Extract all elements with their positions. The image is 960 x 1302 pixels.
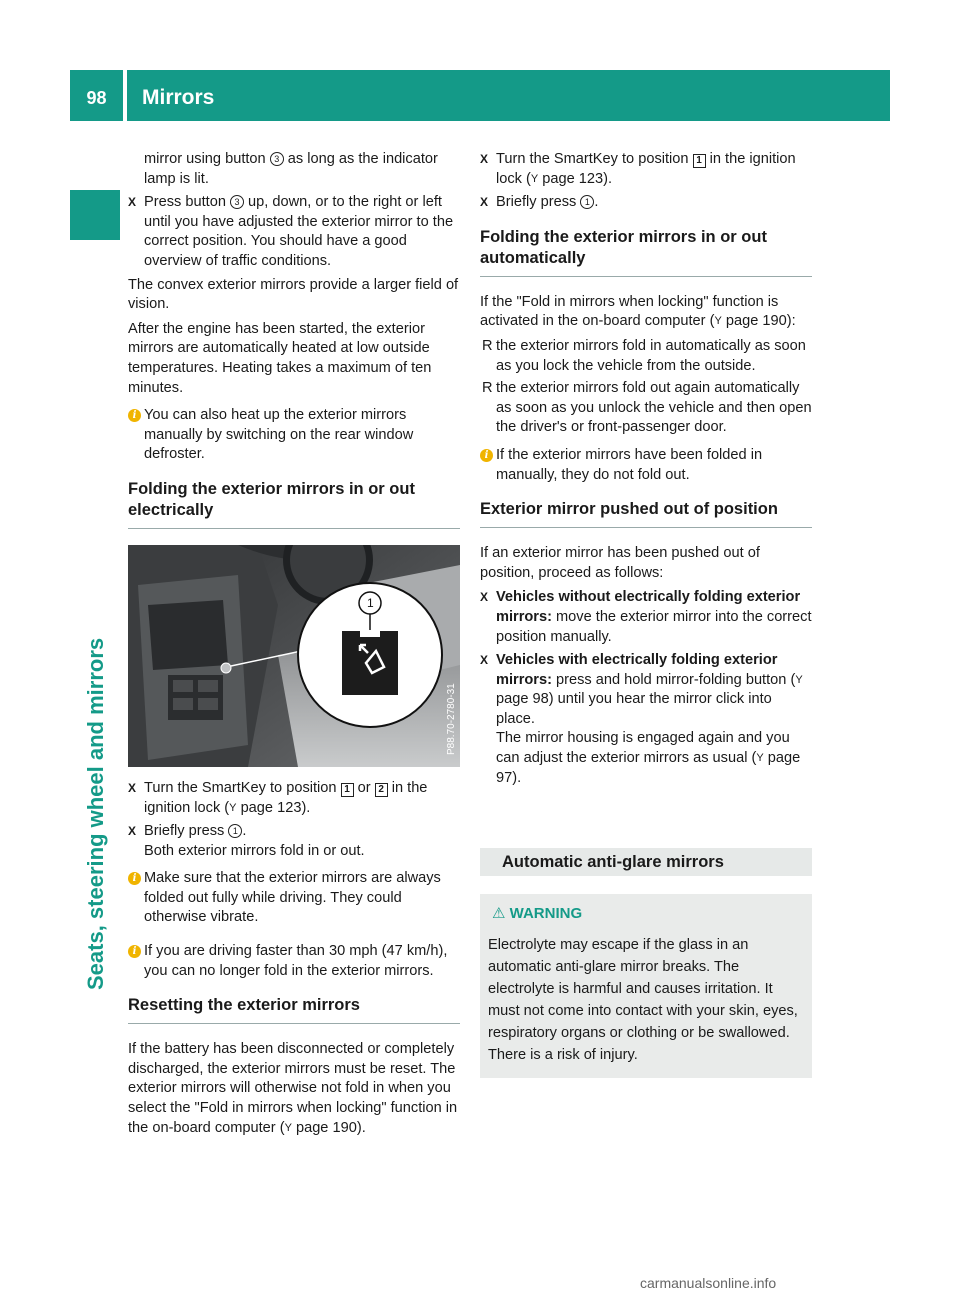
page-number: 98: [86, 88, 107, 108]
step-arrow-icon: X: [480, 195, 489, 210]
page-ref-icon: Y: [530, 172, 539, 185]
button-1-marker: 1: [228, 824, 242, 838]
step-arrow-icon: X: [480, 152, 489, 166]
paragraph: If the "Fold in mirrors when locking" function is activated in the on-board computer (Y page 190):: [480, 293, 796, 330]
heading-pushed-out: Exterior mirror pushed out of position: [480, 499, 812, 528]
step-turn-key: X Turn the SmartKey to position 1 in the ignition lock (Y page 123).: [480, 151, 796, 187]
page-ref-icon: Y: [229, 801, 237, 814]
page-ref-icon: Y: [714, 315, 722, 328]
button-1-marker: 1: [580, 195, 594, 209]
chapter-label: Seats, steering wheel and mirrors: [83, 637, 108, 990]
heading-fold-electrically: Folding the exterior mirrors in or out electrically: [128, 479, 460, 529]
info-icon: i: [128, 945, 141, 958]
info-note: i If you are driving faster than 30 mph (47 km/h), you can no longer fold in the exterior mirrors.: [128, 942, 460, 981]
step-without-folding: X Vehicles without electrically folding exterior mirrors: move the exterior mirror into the correct position manually.: [480, 589, 812, 645]
paragraph: If an exterior mirror has been pushed out of position, proceed as follows:: [480, 545, 760, 581]
right-column: [480, 150, 812, 1078]
section-band: Automatic anti-glare mirrors: [480, 848, 812, 876]
position-1-marker: 1: [693, 154, 706, 168]
step-arrow-icon: X: [128, 824, 137, 839]
side-tab: [70, 190, 120, 240]
step-arrow-icon: X: [480, 653, 489, 668]
bullet-marker: R: [482, 337, 493, 354]
button-3-marker: 3: [270, 152, 284, 166]
info-note: i You can also heat up the exterior mirrors manually by switching on the rear window defroster.: [128, 406, 460, 465]
photo-code: P88.70-2780-31: [446, 683, 457, 755]
step-turn-key: X Turn the SmartKey to position 1 or 2 in the ignition lock (Y page 123).: [128, 779, 428, 816]
button-3-marker: 3: [230, 195, 244, 209]
step-arrow-icon: X: [128, 195, 137, 210]
bullet-marker: R: [482, 380, 493, 397]
info-note: i If the exterior mirrors have been folded in manually, they do not fold out.: [480, 446, 812, 485]
info-icon: i: [128, 872, 141, 885]
header-divider: [123, 70, 127, 121]
watermark: carmanualsonline.info: [640, 1275, 777, 1291]
warning-text: Electrolyte may escape if the glass in an automatic anti-glare mirror breaks. The electrolyte is harmful and causes irritation. It must not come into contact with your skin, eyes, respiratory organs or clothing or be swallowed. There is a risk of injury.: [488, 936, 798, 1063]
door-panel-illustration: [128, 545, 460, 767]
step-arrow-icon: X: [480, 590, 489, 605]
callout-number: 1: [367, 595, 374, 610]
page-ref-icon: Y: [284, 1121, 292, 1134]
warning-title: ⚠ WARNING: [492, 905, 583, 923]
left-column: [128, 150, 460, 1143]
info-icon: i: [480, 449, 493, 462]
heading-resetting: Resetting the exterior mirrors: [128, 995, 460, 1024]
warning-box: [480, 894, 812, 1078]
warning-icon: ⚠: [492, 905, 506, 923]
door-panel-photo: [128, 545, 460, 767]
info-icon: i: [128, 409, 141, 422]
list-item: R the exterior mirrors fold out again automatically as soon as you unlock the vehicle and then open the driver's or front-passenger door.: [482, 380, 812, 436]
paragraph: If the battery has been disconnected or completely discharged, the exterior mirrors must be reset. The exterior mirrors will otherwise not fold in when you select the "Fold in mirrors when locking" function in the on-board computer (Y page 190).: [128, 1041, 458, 1136]
page-ref-icon: Y: [795, 673, 803, 686]
section-title: Mirrors: [142, 86, 215, 109]
paragraph: After the engine has been started, the exterior mirrors are automatically heated at low outside temperatures. Heating takes a maximum of ten minutes.: [128, 320, 432, 396]
step-press: X Briefly press 1 .: [480, 193, 812, 213]
paragraph: The convex exterior mirrors provide a larger field of vision.: [128, 276, 459, 313]
step-press: X Briefly press 1 . Both exterior mirrors fold in or out.: [128, 823, 365, 859]
position-1-marker: 1: [341, 783, 354, 797]
step-with-folding: X Vehicles with electrically folding exterior mirrors: press and hold mirror-folding button (Y page 98) until you hear the mirror click into place. The mirror housing is engaged again and you can adjust the exterior mirrors as usual (Y page 97).: [480, 652, 803, 786]
step-continued: mirror using button 3 as long as the indicator lamp is lit.: [144, 151, 438, 187]
info-note: i Make sure that the exterior mirrors are always folded out fully while driving. They could otherwise vibrate.: [128, 869, 460, 928]
step-arrow-icon: X: [128, 780, 137, 795]
page-ref-icon: Y: [756, 752, 764, 765]
heading-fold-automatically: Folding the exterior mirrors in or out automatically: [480, 227, 812, 277]
step-press-button: X Press button 3 up, down, or to the right or left until you have adjusted the exterior mirror to the correct position. You should have a good overview of traffic conditions.: [128, 194, 454, 269]
list-item: R the exterior mirrors fold in automatically as soon as you lock the vehicle from the outside.: [482, 337, 806, 374]
position-2-marker: 2: [375, 783, 388, 797]
